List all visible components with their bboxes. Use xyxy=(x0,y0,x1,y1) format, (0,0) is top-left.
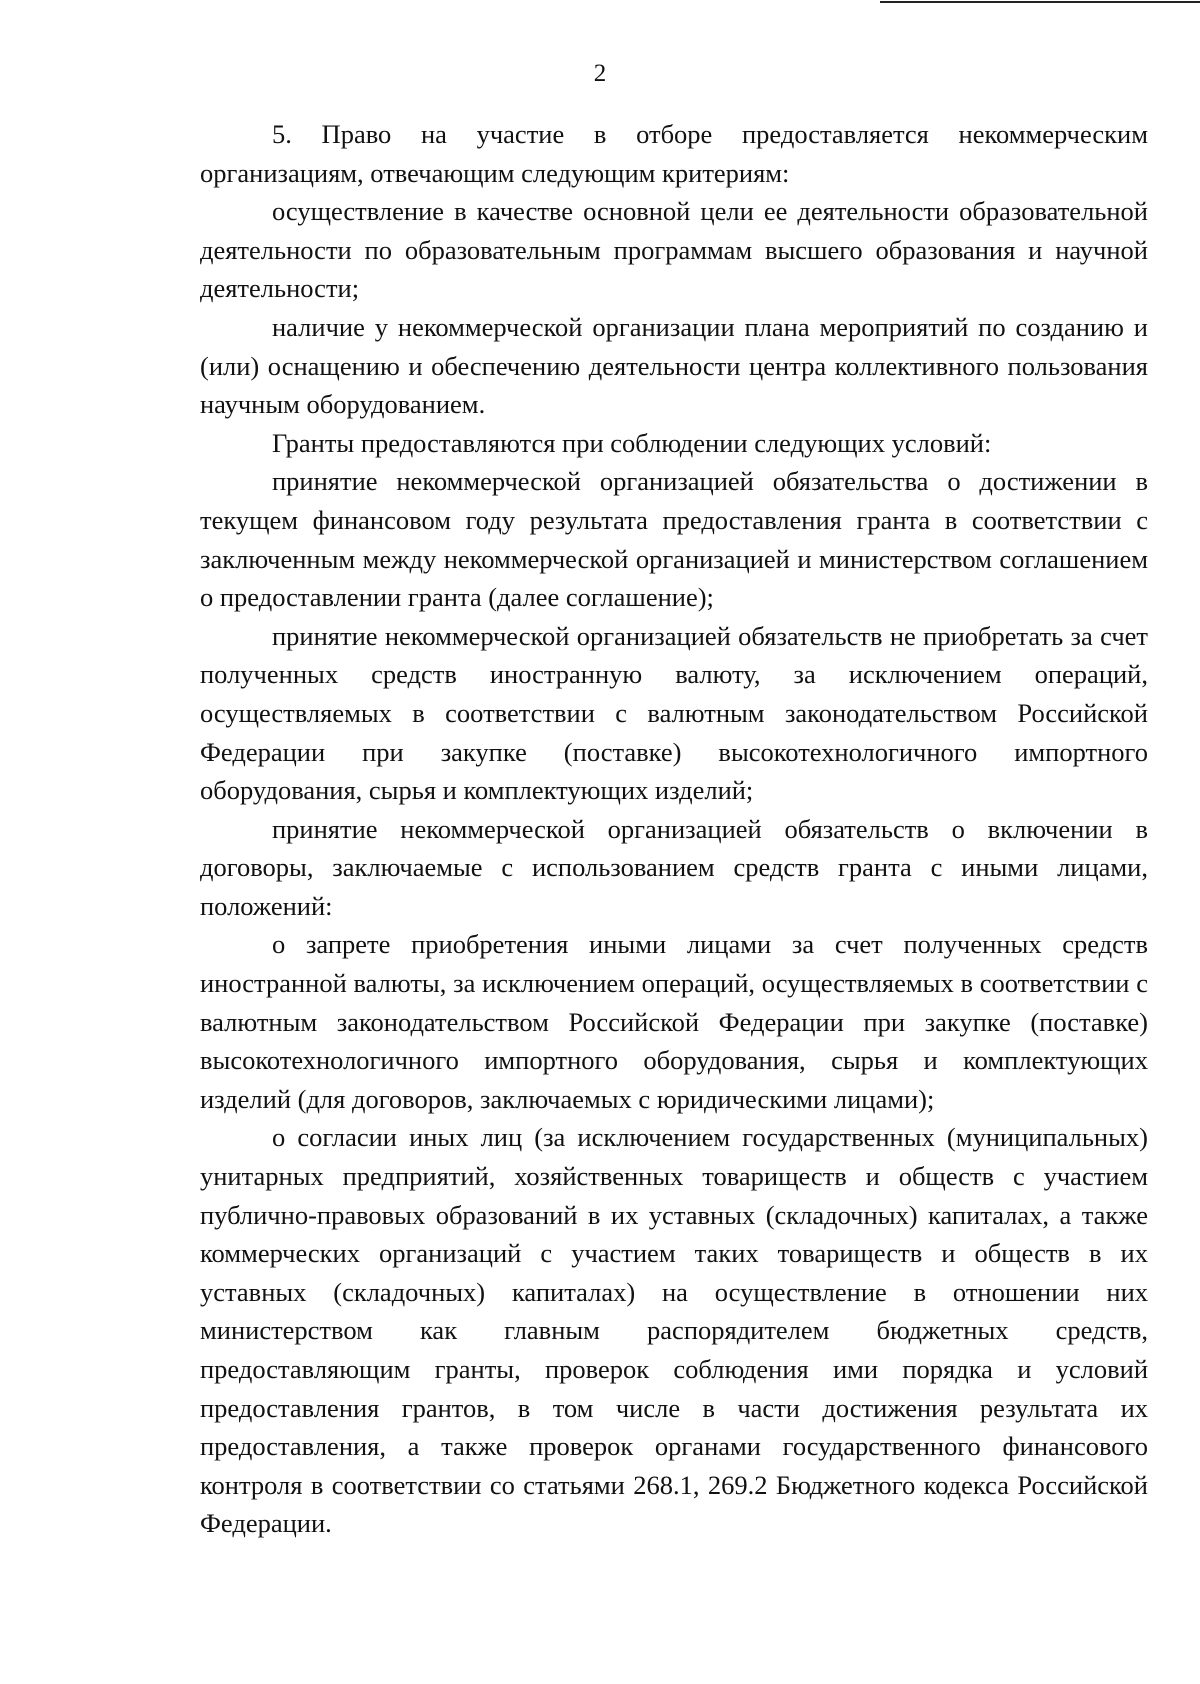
document-body xyxy=(200,115,1148,1543)
paragraph-condition-currency: принятие некоммерческой организацией обязательств не приобретать за счет полученных средств иностранную валюту, за исключением операций, осуществляемых в соответствии с валютным законодательством Российской Федерации при закупке (поставке) высокотехнологичного импортного оборудования, сырья и комплектующих изделий; xyxy=(200,620,1148,806)
paragraph-contract-currency-ban: о запрете приобретения иными лицами за счет полученных средств иностранной валюты, за исключением операций, осуществляемых в соответствии с валютным законодательством Российской Федерации при закупке (поставке) высокотехнологичного импортного оборудования, сырья и комплектующих изделий (для договоров, заключаемых с юридическими лицами); xyxy=(200,929,1148,1114)
paragraph-criterion-plan: наличие у некоммерческой организации плана мероприятий по созданию и (или) оснащению и обеспечению деятельности центра коллективного пользования научным оборудованием. xyxy=(200,311,1148,420)
paragraph-criterion-education: осуществление в качестве основной цели ее деятельности образовательной деятельности по образовательным программам высшего образования и научной деятельности; xyxy=(200,196,1148,304)
paragraph-condition-result: принятие некоммерческой организацией обязательства о достижении в текущем финансовом году результата предоставления гранта в соответствии с заключенным между некоммерческой организацией и министерством соглашением о предоставлении гранта (далее соглашение); xyxy=(200,466,1148,613)
page-number: 2 xyxy=(593,60,607,87)
paragraph-grant-conditions: Гранты предоставляются при соблюдении следующих условий: xyxy=(272,427,992,458)
paragraph-contract-audit-consent: о согласии иных лиц (за исключением государственных (муниципальных) унитарных предприятий, хозяйственных товариществ и обществ с участием публично-правовых образований в их уставных (складочных) капиталах, а также коммерческих организаций с участием таких товариществ и обществ в их уставных (складочных) капиталах) на осуществление в отношении них министерством как главным распорядителем бюджетных средств, предоставляющим гранты, проверок соблюдения ими порядка и условий предоставления грантов, в том числе в части достижения результата их предоставления, а также проверок органами государственного финансового контроля в соответствии со статьями 268.1, 269.2 Бюджетного кодекса Российской Федерации. xyxy=(200,1122,1148,1539)
paragraph-condition-contracts: принятие некоммерческой организацией обязательств о включении в договоры, заключаемые с использованием средств гранта с иными лицами, положений: xyxy=(200,813,1148,921)
scan-edge-line xyxy=(880,1,1200,3)
paragraph-eligibility: 5. Право на участие в отборе предоставляется некоммерческим организациям, отвечающим следующим критериям: xyxy=(200,119,1148,188)
